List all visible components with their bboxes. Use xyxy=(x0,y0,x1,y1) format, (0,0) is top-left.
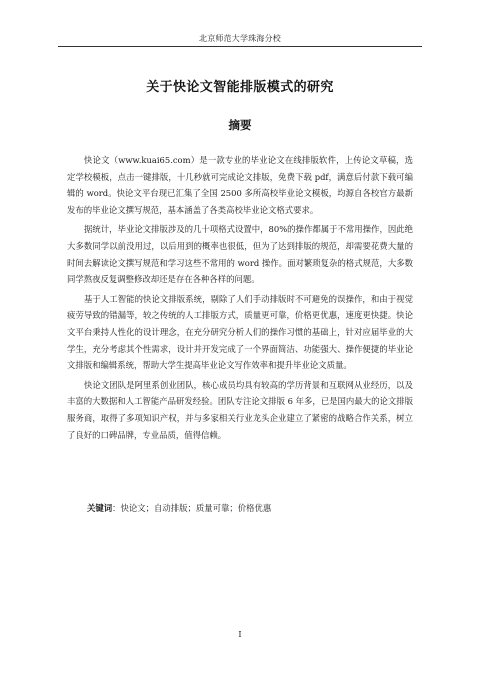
keywords-line xyxy=(87,500,271,516)
abstract-paragraph: 基于人工智能的快论文排版系统，剔除了人们手动排版时不可避免的误操作，和由于视觉疲劳导致的错漏等，较之传统的人工排版方式，质量更可靠，价格更优惠，速度更快捷。快论文平台秉持人性化的设计理念，在充分研究分析人们的操作习惯的基础上，针对应届毕业的大学生，充分考虑其个性需求，设计并开发完成了一个界面简洁、功能强大、操作便捷的毕业论文排版和编辑系统，帮助大学生提高毕业论文写作效率和提升毕业论文质量。 xyxy=(67,293,413,371)
page-title: 关于快论文智能排版模式的研究 xyxy=(146,80,334,95)
running-header: 北京师范大学珠海分校 xyxy=(199,34,281,43)
abstract-paragraph: 快论文团队是阿里系创业团队，核心成员均具有较高的学历背景和互联网从业经历，以及丰富的大数据和人工智能产品研发经验。团队专注论文排版 6 年多，已是国内最大的论文排版服务商，取得了多项知识产权，并与多家相关行业龙头企业建立了紧密的战略合作关系，树立了良好的口碑品牌，专业品质，值得信赖。 xyxy=(67,379,413,440)
header-rule xyxy=(58,46,422,47)
abstract-body xyxy=(67,152,413,446)
abstract-paragraph: 快论文（www.kuai65.com）是一款专业的毕业论文在线排版软件，上传论文草稿，选定学校模板，点击一键排版，十几秒就可完成论文排版，免费下载 pdf，满意后付款下载可编辑的 word。快论文平台现已汇集了全国 2500 多所高校毕业论文模板，均源自各校官方最新发布的毕业论文撰写规范，基本涵盖了各类高校毕业论文格式要求。 xyxy=(67,155,413,215)
abstract-paragraph: 据统计，毕业论文排版涉及的几十项格式设置中，80%的操作都属于不常用操作，因此绝大多数同学以前没用过，以后用到的概率也很低，但为了达到排版的规范，却需要花费大量的时间去解读论文撰写规范和学习这些不常用的 word 操作。面对繁琐复杂的格式规范，大多数同学熬夜反复调整修改却还是存在各种各样的问题。 xyxy=(67,224,413,285)
keywords-text: ：快论文；自动排版；质量可靠；价格优惠 xyxy=(112,503,272,513)
page-number: I xyxy=(238,630,242,639)
keywords-label: 关键词 xyxy=(87,503,113,513)
abstract-heading: 摘要 xyxy=(228,118,252,132)
